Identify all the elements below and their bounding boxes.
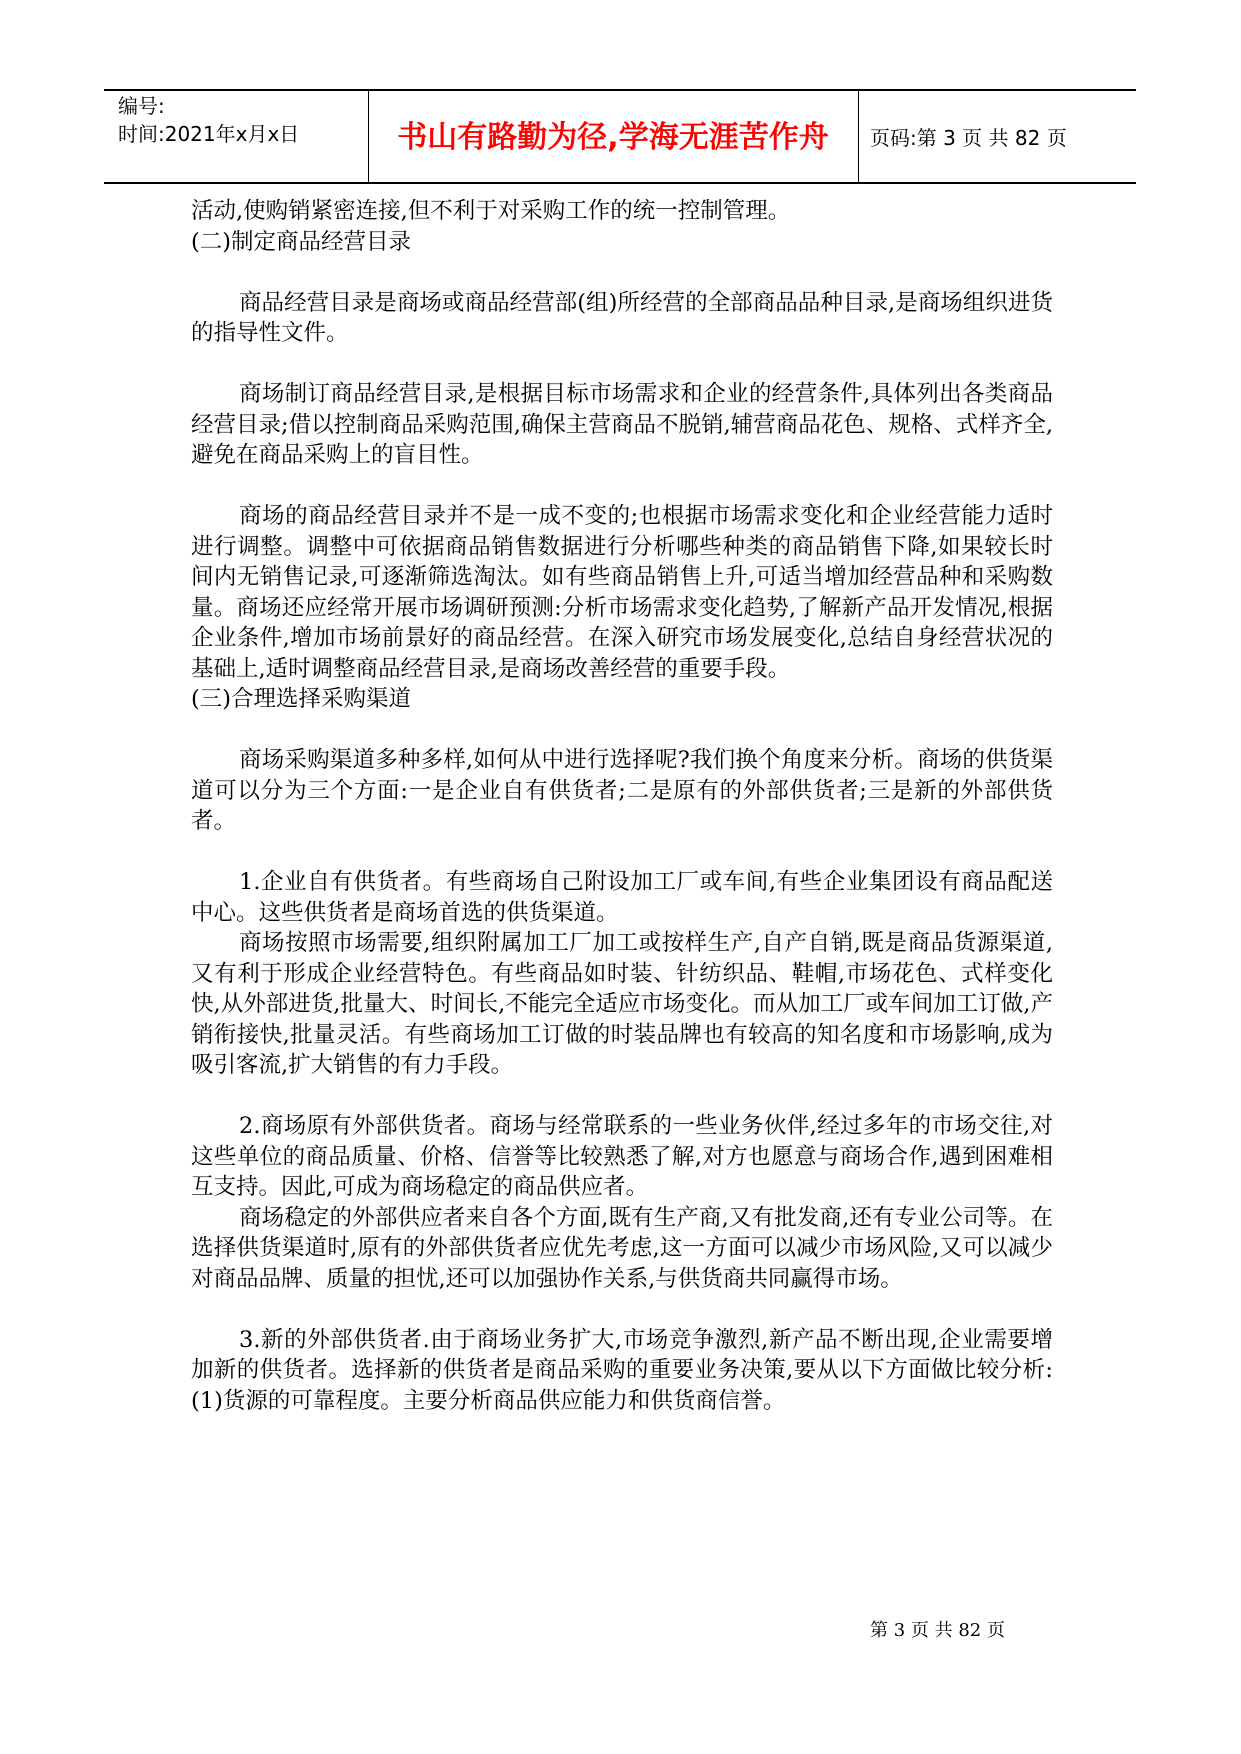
header-page-code: 页码:第 3 页 共 82 页 — [870, 126, 1067, 150]
paragraph: 商场按照市场需要,组织附属加工厂加工或按样生产,自产自销,既是商品货源渠道,又有利于形成企业经营特色。有些商品如时装、针纺织品、鞋帽,市场花色、式样变化快,从外部进货,批量大、时间长,不能完全适应市场变化。而从加工厂或车间加工订做,产销衔接快,批量灵活。有些商场加工订做的时装品牌也有较高的知名度和市场影响,成为吸引客流,扩大销售的有力手段。 — [191, 930, 1053, 1078]
paragraph: 1.企业自有供货者。有些商场自己附设加工厂或车间,有些企业集团设有商品配送中心。这些供货者是商场首选的供货渠道。 — [191, 869, 1053, 926]
header-top-rule — [104, 89, 1136, 91]
section-heading-2: (二)制定商品经营目录 — [191, 228, 412, 255]
footer-page-number: 第 3 页 共 82 页 — [870, 1620, 1005, 1641]
paragraph: 3.新的外部供货者.由于商场业务扩大,市场竞争激烈,新产品不断出现,企业需要增加新的供货者。选择新的供货者是商品采购的重要业务决策,要从以下方面做比较分析:(1)货源的可靠程度。主要分析商品供应能力和供货商信誉。 — [191, 1326, 1053, 1414]
paragraph-continuation: 活动,使购销紧密连接,但不利于对采购工作的统一控制管理。 — [191, 198, 791, 224]
paragraph: 商场采购渠道多种多样,如何从中进行选择呢?我们换个角度来分析。商场的供货渠道可以分为三个方面:一是企业自有供货者;二是原有的外部供货者;三是新的外部供货者。 — [191, 747, 1053, 834]
header-motto: 书山有路勤为径,学海无涯苦作舟 — [397, 120, 829, 155]
paragraph: 2.商场原有外部供货者。商场与经常联系的一些业务伙伴,经过多年的市场交往,对这些单位的商品质量、价格、信誉等比较熟悉了解,对方也愿意与商场合作,遇到困难相互支持。因此,可成为商场稳定的商品供应者。 — [191, 1113, 1053, 1200]
header-meta — [118, 92, 299, 148]
time-label: 时间:2021年x月x日 — [118, 122, 300, 146]
document-body — [191, 196, 1053, 1416]
paragraph: 商场制订商品经营目录,是根据目标市场需求和企业的经营条件,具体列出各类商品经营目录;借以控制商品采购范围,确保主营商品不脱销,辅营商品花色、规格、式样齐全,避免在商品采购上的盲目性。 — [191, 381, 1053, 468]
paragraph: 商品经营目录是商场或商品经营部(组)所经营的全部商品品种目录,是商场组织进货的指导性文件。 — [191, 289, 1053, 346]
header-bottom-rule — [104, 182, 1136, 184]
header-divider-right — [858, 90, 859, 182]
serial-label: 编号: — [118, 94, 165, 118]
paragraph: 商场稳定的外部供应者来自各个方面,既有生产商,又有批发商,还有专业公司等。在选择供货渠道时,原有的外部供货者应优先考虑,这一方面可以减少市场风险,又可以减少对商品品牌、质量的担忧,还可以加强协作关系,与供货商共同赢得市场。 — [191, 1204, 1053, 1292]
paragraph: 商场的商品经营目录并不是一成不变的;也根据市场需求变化和企业经营能力适时进行调整。调整中可依据商品销售数据进行分析哪些种类的商品销售下降,如果较长时间内无销售记录,可逐渐筛选淘汰。如有些商品销售上升,可适当增加经营品种和采购数量。商场还应经常开展市场调研预测:分析市场需求变化趋势,了解新产品开发情况,根据企业条件,增加市场前景好的商品经营。在深入研究市场发展变化,总结自身经营状况的基础上,适时调整商品经营目录,是商场改善经营的重要手段。 — [191, 503, 1053, 682]
section-heading-3: (三)合理选择采购渠道 — [191, 686, 412, 712]
